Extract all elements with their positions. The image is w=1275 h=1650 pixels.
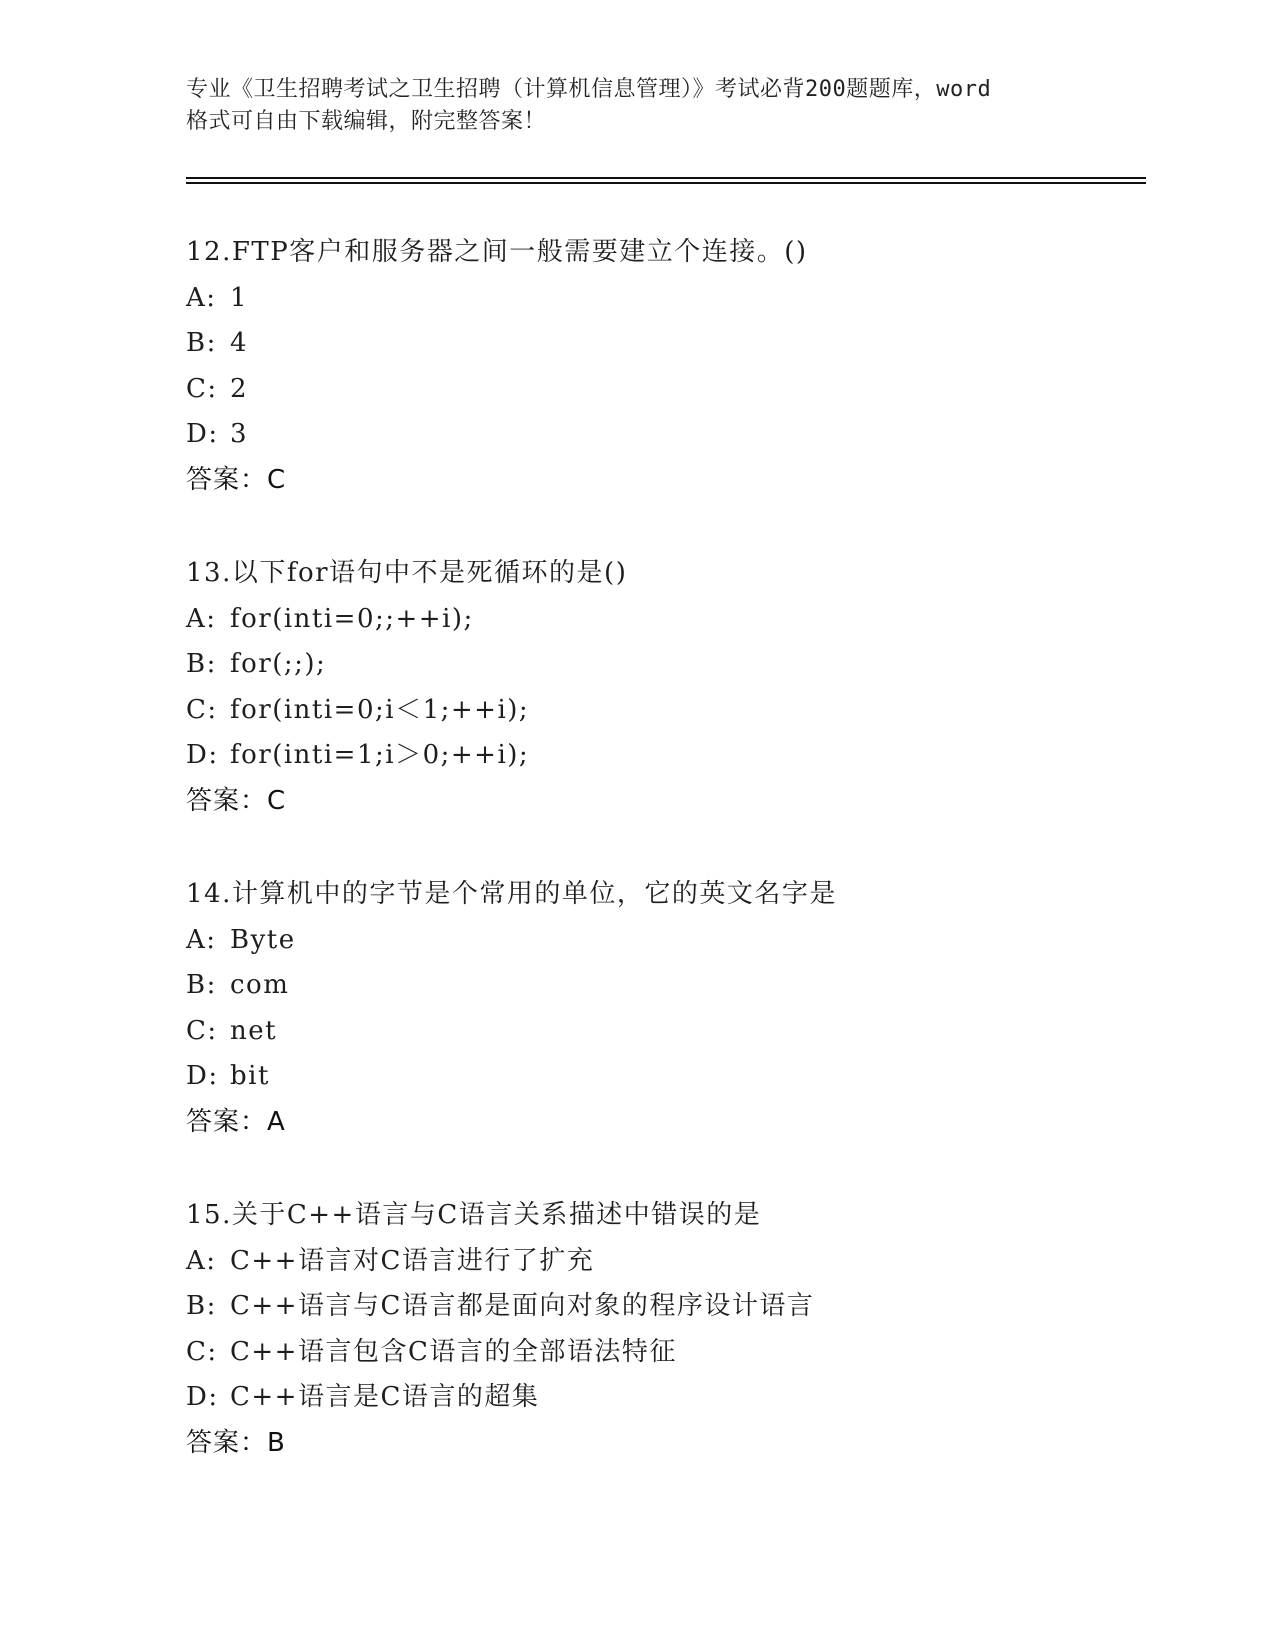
document-header	[186, 74, 1086, 138]
option-key: A:	[186, 603, 217, 634]
option-key: B:	[186, 970, 217, 1000]
option-text: 1	[230, 282, 249, 313]
question-12	[186, 230, 1146, 503]
option-key: C:	[186, 1336, 218, 1367]
option-key: D:	[186, 740, 219, 770]
option-a	[186, 276, 1146, 322]
header-line-1: 专业《卫生招聘考试之卫生招聘（计算机信息管理）》考试必背200题题库，word	[186, 77, 992, 102]
option-text: for(inti=1;i＞0;++i);	[230, 740, 530, 770]
option-d	[186, 412, 1146, 458]
option-text: for(inti=0;;++i);	[230, 603, 474, 634]
option-key: A:	[186, 282, 217, 313]
question-stem: 14.计算机中的字节是个常用的单位，它的英文名字是	[186, 879, 837, 909]
answer-line: 答案：C	[186, 464, 287, 495]
option-key: A:	[186, 1245, 217, 1276]
question-15	[186, 1193, 1146, 1466]
question-13	[186, 551, 1146, 824]
header-divider-bottom	[186, 182, 1146, 184]
option-text: net	[230, 1015, 278, 1046]
answer-line: 答案：C	[186, 785, 287, 816]
option-key: C:	[186, 1015, 218, 1046]
option-text: 2	[230, 373, 249, 404]
option-text: for(inti=0;i＜1;++i);	[230, 694, 530, 725]
option-a	[186, 1239, 1146, 1285]
option-a	[186, 597, 1146, 643]
option-text: 4	[230, 328, 249, 358]
option-key: C:	[186, 373, 218, 404]
option-text: for(;;);	[230, 649, 327, 679]
option-text: C++语言包含C语言的全部语法特征	[230, 1336, 677, 1367]
option-key: B:	[186, 328, 217, 358]
option-key: D:	[186, 419, 219, 449]
option-c	[186, 367, 1146, 413]
option-key: A:	[186, 924, 217, 955]
question-14	[186, 872, 1146, 1145]
option-b	[186, 1284, 1146, 1330]
option-key: D:	[186, 1061, 219, 1091]
header-divider-top	[186, 177, 1146, 179]
option-text: com	[230, 970, 290, 1000]
option-text: bit	[230, 1061, 270, 1091]
option-c	[186, 1330, 1146, 1376]
option-text: C++语言对C语言进行了扩充	[230, 1245, 595, 1276]
option-d	[186, 733, 1146, 779]
option-b	[186, 321, 1146, 367]
option-text: Byte	[230, 924, 296, 955]
option-c	[186, 1009, 1146, 1055]
header-line-2: 格式可自由下载编辑，附完整答案！	[186, 109, 547, 134]
option-key: D:	[186, 1382, 219, 1412]
option-text: 3	[230, 419, 249, 449]
option-b	[186, 963, 1146, 1009]
option-text: C++语言是C语言的超集	[230, 1382, 540, 1412]
option-d	[186, 1375, 1146, 1421]
option-b	[186, 642, 1146, 688]
answer-line: 答案：B	[186, 1427, 286, 1458]
question-stem: 13.以下for语句中不是死循环的是()	[186, 558, 628, 588]
question-stem: 12.FTP客户和服务器之间一般需要建立个连接。()	[186, 237, 808, 267]
option-c	[186, 688, 1146, 734]
answer-line: 答案：A	[186, 1106, 286, 1137]
question-list	[186, 230, 1146, 1514]
option-a	[186, 918, 1146, 964]
option-d	[186, 1054, 1146, 1100]
option-key: C:	[186, 694, 218, 725]
option-key: B:	[186, 649, 217, 679]
option-key: B:	[186, 1291, 217, 1321]
option-text: C++语言与C语言都是面向对象的程序设计语言	[230, 1291, 815, 1321]
question-stem: 15.关于C++语言与C语言关系描述中错误的是	[186, 1200, 762, 1230]
